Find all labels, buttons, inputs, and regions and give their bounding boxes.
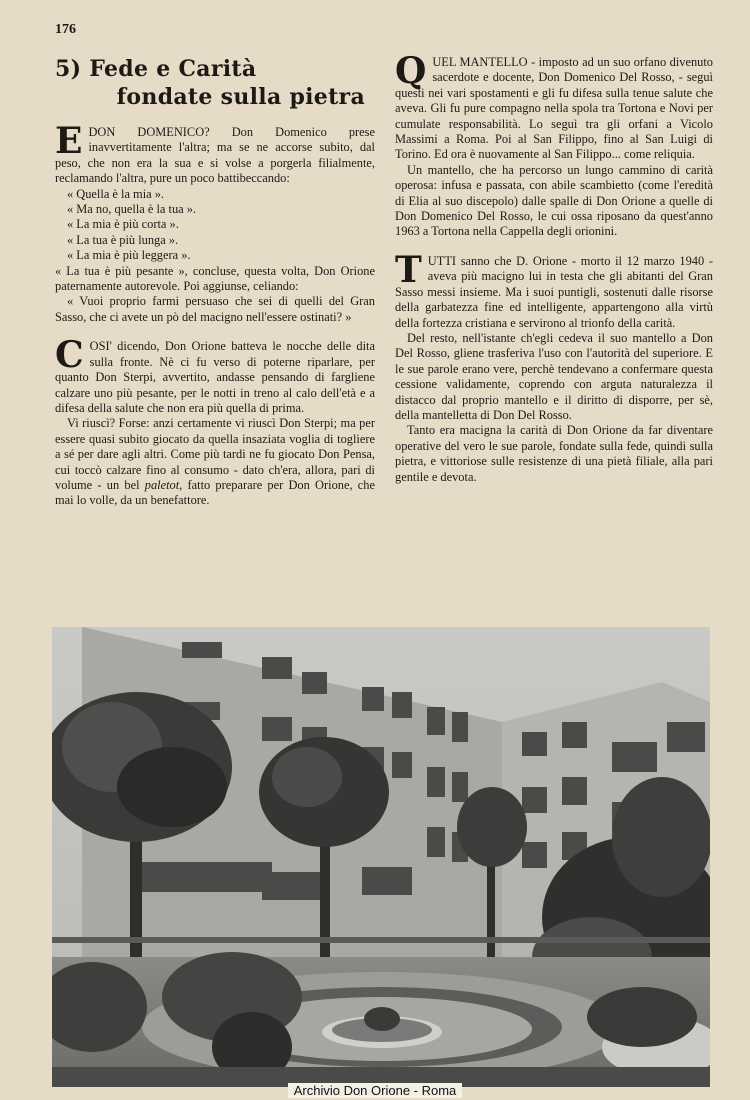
paragraph: « La tua è più pesante », concluse, questa volta, Don Orione paternamente autorevole. Poi aggiunse, celiando: xyxy=(55,263,375,294)
paragraph-text: UTTI sanno che D. Orione - morto il 12 marzo 1940 - aveva più macigno lui in testa che gli abitanti del Gran Sasso messi insieme. Ma i suoi puntigli, sostenuti dalle risorse della garbatezza fine ed intelligente, appartengono alla virtù della fortezza cristiana e servirono al trionfo della carità. xyxy=(395,253,713,330)
paragraph xyxy=(395,248,713,331)
courtyard-photo xyxy=(52,627,710,1087)
drop-cap: T xyxy=(395,248,422,291)
dialogue-line: « La mia è più leggera ». xyxy=(67,248,191,263)
drop-cap: Q xyxy=(395,50,427,92)
courtyard-photo-drawing xyxy=(52,627,710,1087)
italic-word: paletot, xyxy=(144,477,183,492)
paragraph-text: fatto preparare per Don Orione, che mai lo volle, da un benefattore. xyxy=(55,477,375,508)
drop-cap: E xyxy=(55,120,83,162)
archive-caption xyxy=(0,1083,750,1098)
heading-line-1: 5) Fede e Carità xyxy=(55,56,257,82)
dialogue-line: « Quella è la mia ». xyxy=(67,186,165,201)
paragraph-text: Vi riuscì? Forse: anzi certamente vi riuscì Don Sterpi; ma per essere quasi subito giocato da quella insaziata voglia di togliere a sé per dare agli altri. Come più tardi ne fu giocato Don Pensa, cui toccò calzare fino al consumo - dato ch'era, allora, pari di volume - un bel xyxy=(55,416,375,492)
paragraph-text: OSI' dicendo, Don Orione batteva le nocche delle dita sulla fronte. Nè ci fu verso di poterne riparlare, per quanto Don Sterpi, avvertito, andasse pensando di fargliene calzare uno più pesante, per le notti in treno al calo dell'età e a difesa della salute che non era più quella di prima. xyxy=(55,339,375,415)
dialogue-line: « Ma no, quella è la tua ». xyxy=(67,202,197,217)
section-tutti-sanno xyxy=(395,248,713,485)
paragraph: Del resto, nell'istante ch'egli cedeva il suo mantello a Don Del Rosso, gliene trasferiva l'uso con l'autorità del superiore. E le sue parole erano vere, perchè tendevano a confermare questa cessione validamente, coprendo con arguta naturalezza il distacco dal proprio mantello e il diritto di disporre, per sè, della mantelletta di Don Del Rosso. xyxy=(395,330,713,422)
paragraph: « Vuoi proprio farmi persuaso che sei di quelli del Gran Sasso, che ci avete un pò del macigno nell'essere ostinati? » xyxy=(55,294,375,324)
section-cosi-dicendo xyxy=(55,334,375,508)
caption-text: Archivio Don Orione - Roma xyxy=(288,1083,463,1098)
dialogue-line: « La mia è più corta ». xyxy=(67,217,179,232)
paragraph-text: UEL MANTELLO - imposto ad un suo orfano divenuto sacerdote e docente, Don Domenico Del Rosso, - seguì questi nei vari spostamenti e gli fu difesa sulla tenue salute che aveva. Gli fu pure compagno nella spola tra Tortona e Novi per cumulate responsabilità. Lo seguì tra gli orfani a Vicolo Massimi a Roma. Poi al San Filippo, fino al San Luigi di Torino. Ed ora è nuovamente al San Filippo... come reliquia. xyxy=(395,55,713,162)
drop-cap: C xyxy=(55,334,84,377)
paragraph xyxy=(395,50,713,163)
right-column xyxy=(395,50,713,485)
fence xyxy=(52,937,710,943)
paragraph-text: DON DOMENICO? Don Domenico prese inavvertitamente l'altra; ma se ne accorse subito, dal peso, che non era la sua e si volse a porgerla filialmente, reclamando l'altra, pure un poco battibeccando: xyxy=(55,125,375,186)
page-number: 176 xyxy=(55,22,76,37)
section-quel-mantello xyxy=(395,50,713,240)
dialogue-line: « La tua è più lunga ». xyxy=(67,232,179,247)
paragraph xyxy=(55,416,375,508)
fountain-plant xyxy=(364,1007,400,1031)
article-heading xyxy=(55,55,375,111)
paragraph: Tanto era macigna la carità di Don Orione da far diventare operative del vero le sue parole, fondate sulla fede, quindi sulla pietra, e vittoriose sulle resistenze di una pietà filiale, alla pari gentile e devota. xyxy=(395,423,713,484)
heading-line-2: fondate sulla pietra xyxy=(116,84,365,110)
paragraph xyxy=(55,334,375,416)
paragraph xyxy=(55,120,375,187)
paragraph: Un mantello, che ha percorso un lungo cammino di carità operosa: infusa e passata, con abile scambietto (come l'eredità di Elia al suo discepolo) dalle spalle di Don Orione a quelle di Don Domenico Del Rosso, le cui ossa riposano da quest'anno 1963 a Tortona nella Cappella degli orionini. xyxy=(395,162,713,239)
section-e-don-domenico xyxy=(55,120,375,325)
left-column xyxy=(55,55,375,509)
